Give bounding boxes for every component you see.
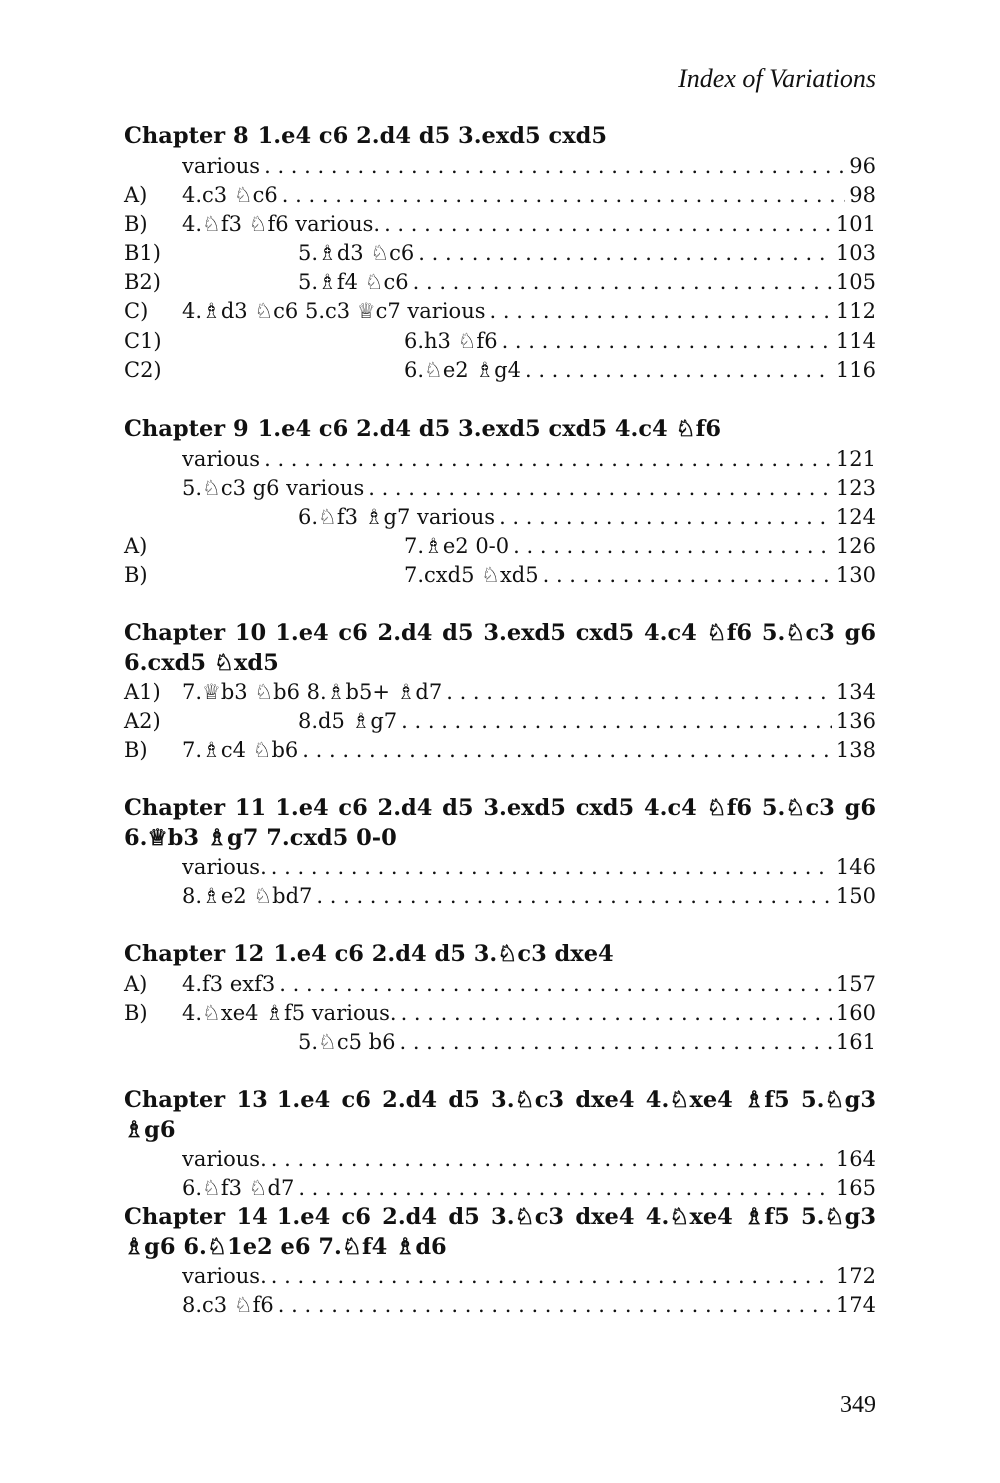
chapter-moves: 1.e4 c6 2.d4 d5 3.♘c3 dxe4 [273,941,614,967]
chapter-moves: 1.e4 c6 2.d4 d5 3.♘c3 dxe4 4.♘xe4 ♗f5 5.♘g3 ♗g6 [124,1087,876,1143]
entry-moves: 6.♘f3 ♘d7 [182,1176,295,1201]
entry-page-number: 112 [832,297,876,326]
dot-leader [264,152,845,181]
dot-leader [282,181,845,210]
entry-page-number: 114 [832,327,876,356]
entry-moves: 7.♗e2 0-0 [404,534,510,559]
dot-leader [271,853,832,882]
running-head: Index of Variations [678,64,876,93]
index-entry [124,210,876,239]
index-entry [124,297,876,326]
index-entry [124,503,876,532]
entry-line [182,181,876,210]
entry-line [182,853,876,882]
entry-list [124,445,876,591]
entry-page-number: 126 [832,532,876,561]
entry-line [182,970,876,999]
entry-line [182,152,876,181]
entry-moves: 4.f3 exf3 [182,971,276,996]
entry-page-number: 165 [832,1174,876,1203]
entry-line [298,1028,876,1057]
entry-page-number: 157 [832,970,876,999]
entry-page-number: 172 [832,1262,876,1291]
entry-label: A) [124,971,148,996]
dot-leader [499,503,832,532]
chapter-8 [124,122,876,385]
index-entry [124,1145,876,1174]
chapter-9 [124,415,876,590]
entry-line [298,239,876,268]
chapter-12 [124,940,876,1057]
index-entry [124,356,876,385]
chapter-moves: 1.e4 c6 2.d4 d5 3.exd5 cxd5 4.c4 ♘f6 [257,416,722,442]
entry-line [298,268,876,297]
chapter-heading [124,122,876,152]
entry-moves: 5.♘c3 g6 various [182,475,365,500]
entry-page-number: 150 [832,882,876,911]
dot-leader [446,678,832,707]
chapter-label: Chapter 9 [124,416,249,442]
index-entry [124,970,876,999]
page-number: 349 [840,1392,876,1418]
chapter-heading [124,940,876,970]
dot-leader [298,1174,832,1203]
entry-moves: 4.♗d3 ♘c6 5.c3 ♕c7 various [182,299,486,324]
chapter-label: Chapter 13 [124,1087,268,1113]
dot-leader [302,736,832,765]
chapter-heading [124,794,876,853]
index-entry [124,882,876,911]
chapter-moves: 1.e4 c6 2.d4 d5 3.exd5 cxd5 4.c4 ♘f6 5.♘c3 g6 6.cxd5 ♘xd5 [124,620,876,676]
entry-label: B) [124,211,148,236]
dot-leader [278,1291,832,1320]
entry-list [124,1145,876,1203]
entry-line [404,327,876,356]
entry-moves: 6.♘f3 ♗g7 various [298,504,496,529]
index-entry [124,1174,876,1203]
chapter-heading [124,415,876,445]
index-entry [124,678,876,707]
index-entry [124,474,876,503]
chapter-11 [124,794,876,911]
entry-line [182,474,876,503]
entry-line [404,561,876,590]
entry-page-number: 130 [832,561,876,590]
chapter-heading [124,1203,876,1262]
entry-moves: 8.♗e2 ♘bd7 [182,884,313,909]
entry-moves: 8.d5 ♗g7 [298,709,398,734]
entry-label: C2) [124,357,162,382]
index-entry [124,327,876,356]
entry-label: C1) [124,328,162,353]
entry-list [124,152,876,386]
dot-leader [513,532,832,561]
index-entry [124,853,876,882]
entry-page-number: 116 [832,356,876,385]
entry-page-number: 105 [832,268,876,297]
index-entry [124,561,876,590]
entry-page-number: 98 [845,181,876,210]
entry-label: A2) [124,709,161,734]
entry-line [182,1291,876,1320]
chapter-13 [124,1086,876,1203]
chapter-label: Chapter 10 [124,620,267,646]
entry-label: C) [124,299,149,324]
dot-leader [490,297,832,326]
entry-page-number: 121 [832,445,876,474]
chapter-label: Chapter 14 [124,1204,268,1230]
entry-moves: 7.♕b3 ♘b6 8.♗b5+ ♗d7 [182,680,443,704]
entry-label: B2) [124,270,161,295]
dot-leader [401,999,832,1028]
entry-list [124,1262,876,1320]
entry-label: A1) [124,680,161,704]
dot-leader [413,268,832,297]
entry-page-number: 161 [832,1028,876,1057]
index-entry [124,239,876,268]
index-entry [124,152,876,181]
chapter-heading [124,619,876,678]
entry-page-number: 134 [832,678,876,707]
chapter-heading [124,1086,876,1145]
index-entry [124,1291,876,1320]
entry-line [182,736,876,765]
entry-line [182,882,876,911]
entry-moves: 4.♘xe4 ♗f5 various. [182,1000,397,1025]
entry-line [298,707,876,736]
dot-leader [418,239,832,268]
entry-list [124,970,876,1058]
entry-moves: 7.♗c4 ♘b6 [182,738,299,763]
entry-page-number: 124 [832,503,876,532]
dot-leader [264,445,832,474]
entry-line [404,532,876,561]
index-entry [124,1262,876,1291]
entry-label: B) [124,1000,148,1025]
entry-moves: 7.cxd5 ♘xd5 [404,563,539,588]
entry-page-number: 146 [832,853,876,882]
entry-line [182,1145,876,1174]
entry-line [298,503,876,532]
dot-leader [316,882,832,911]
entry-line [182,1262,876,1291]
entry-moves: various [182,153,261,178]
entry-line [182,999,876,1028]
entry-list [124,678,876,766]
chapter-label: Chapter 12 [124,941,265,967]
chapter-moves: 1.e4 c6 2.d4 d5 3.♘c3 dxe4 4.♘xe4 ♗f5 5.♘g3 ♗g6 6.♘1e2 e6 7.♘f4 ♗d6 [124,1204,876,1260]
entry-line [404,356,876,385]
entry-label: B) [124,563,148,588]
entry-list [124,853,876,911]
entry-moves: various [182,446,261,471]
dot-leader [401,707,832,736]
entry-moves: 5.♘c5 b6 [298,1029,396,1054]
dot-leader [502,327,832,356]
entry-moves: 5.♗f4 ♘c6 [298,270,409,295]
entry-moves: various. [182,1147,267,1171]
entry-moves: various. [182,855,267,879]
entry-moves: 6.h3 ♘f6 [404,328,498,353]
dot-leader [368,474,832,503]
entry-line [182,210,876,239]
entry-page-number: 123 [832,474,876,503]
entry-moves: 6.♘e2 ♗g4 [404,357,521,382]
chapter-label: Chapter 11 [124,795,267,821]
entry-label: A) [124,182,148,207]
entry-page-number: 101 [832,210,876,239]
entry-label: B1) [124,241,161,266]
entry-line [182,1174,876,1203]
dot-leader [525,356,832,385]
entry-line [182,297,876,326]
dot-leader [279,970,832,999]
entry-moves: 4.♘f3 ♘f6 various. [182,211,381,236]
index-entry [124,268,876,297]
chapter-moves: 1.e4 c6 2.d4 d5 3.exd5 cxd5 4.c4 ♘f6 5.♘c3 g6 6.♕b3 ♗g7 7.cxd5 0-0 [124,795,876,851]
index-entry [124,999,876,1028]
entry-page-number: 138 [832,736,876,765]
entry-page-number: 136 [832,707,876,736]
entry-line [182,678,876,707]
entry-page-number: 160 [832,999,876,1028]
entry-page-number: 174 [832,1291,876,1320]
index-entry [124,532,876,561]
index-entry [124,445,876,474]
chapter-14 [124,1203,876,1320]
chapter-moves: 1.e4 c6 2.d4 d5 3.exd5 cxd5 [257,123,607,149]
entry-moves: various. [182,1264,267,1288]
dot-leader [543,561,832,590]
dot-leader [271,1262,832,1291]
entry-label: B) [124,738,148,763]
entry-label: A) [124,534,148,559]
entry-page-number: 103 [832,239,876,268]
chapter-10 [124,619,876,766]
dot-leader [271,1145,832,1174]
index-entry [124,1028,876,1057]
dot-leader [399,1028,831,1057]
entry-line [182,445,876,474]
entry-moves: 4.c3 ♘c6 [182,182,278,207]
entry-moves: 8.c3 ♘f6 [182,1293,274,1318]
index-entry [124,707,876,736]
entry-page-number: 164 [832,1145,876,1174]
chapter-label: Chapter 8 [124,123,249,149]
index-entry [124,736,876,765]
dot-leader [384,210,832,239]
entry-page-number: 96 [845,152,876,181]
entry-moves: 5.♗d3 ♘c6 [298,241,415,266]
index-entry [124,181,876,210]
